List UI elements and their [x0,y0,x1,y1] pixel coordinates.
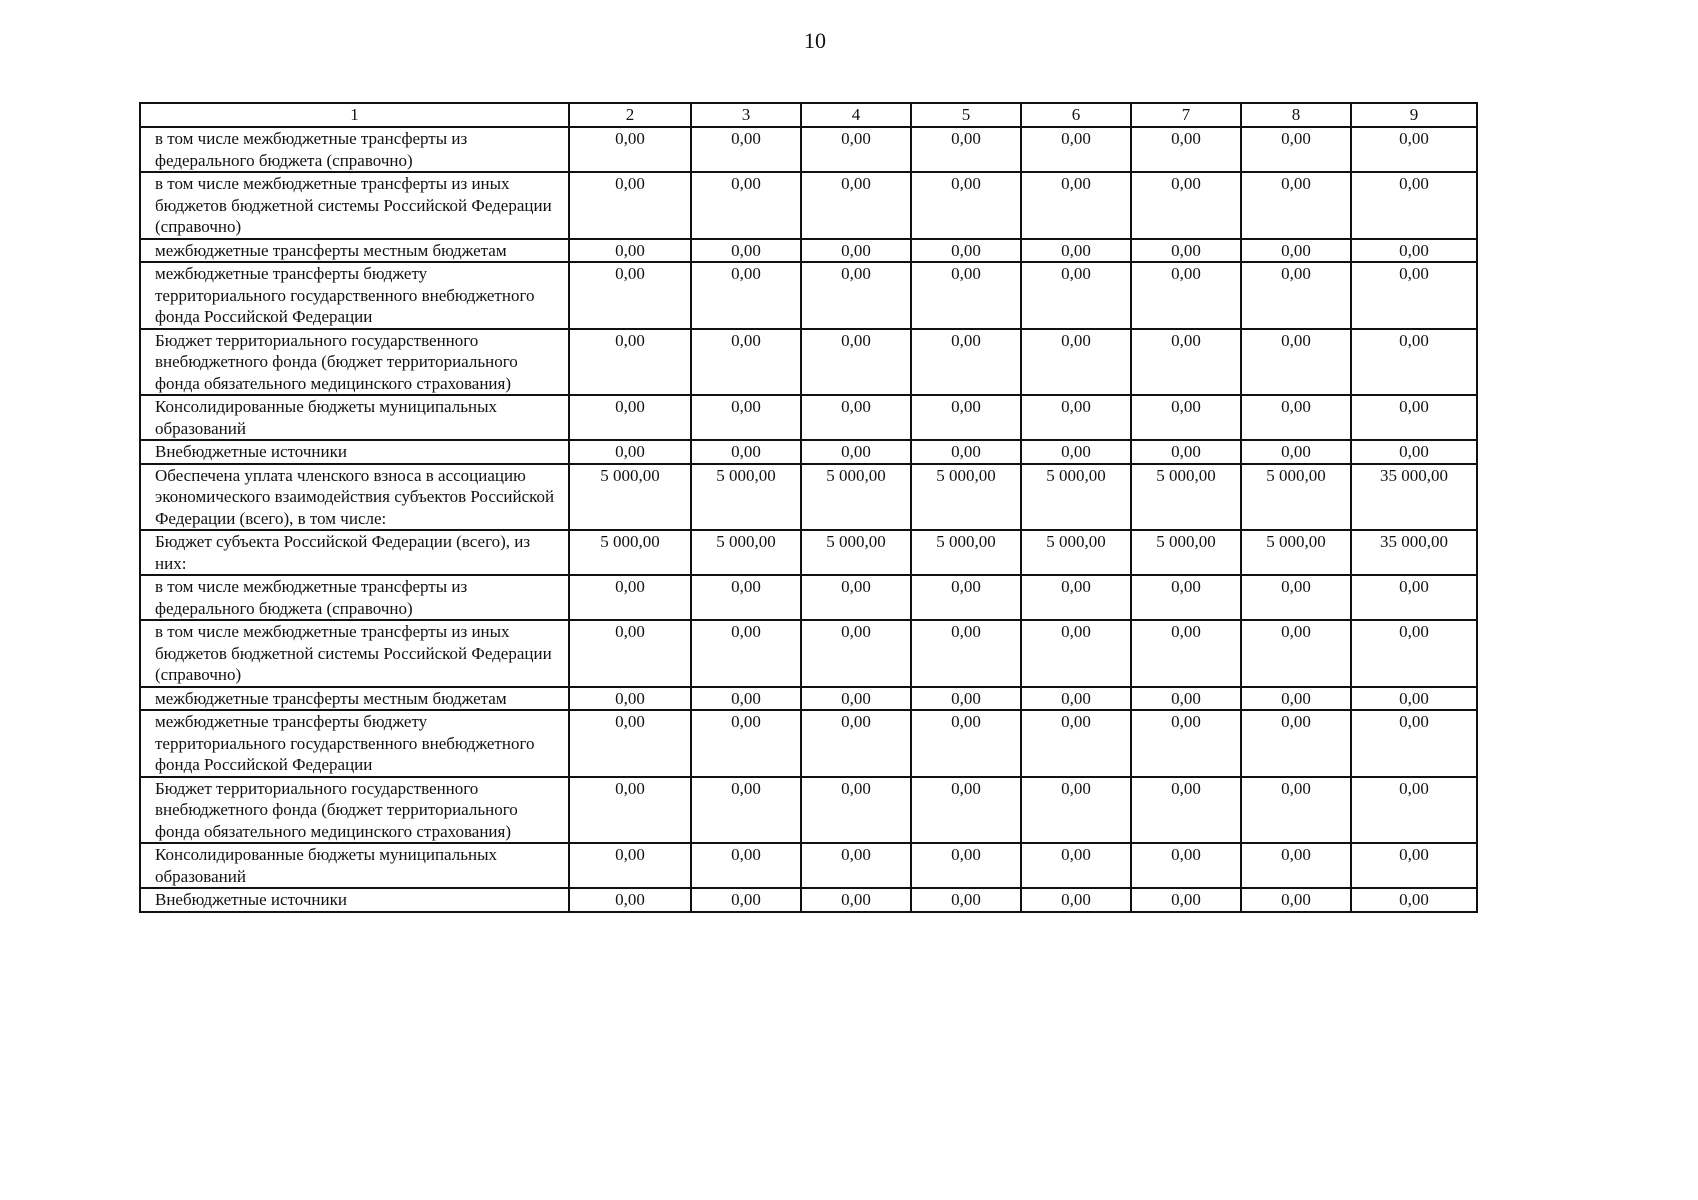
budget-table [139,102,1478,913]
table-row [140,440,1477,464]
row-label: Бюджет субъекта Российской Федерации (всего), из них: [140,530,569,575]
value-cell: 5 000,00 [1241,464,1351,531]
value-cell: 0,00 [569,440,691,464]
value-cell: 0,00 [691,710,801,777]
value-cell: 0,00 [1351,440,1477,464]
value-cell: 5 000,00 [1021,464,1131,531]
value-cell: 0,00 [911,888,1021,912]
value-cell: 0,00 [1241,239,1351,263]
row-label: в том числе межбюджетные трансферты из федерального бюджета (справочно) [140,575,569,620]
value-cell: 0,00 [801,575,911,620]
value-cell: 5 000,00 [1241,530,1351,575]
table-row [140,464,1477,531]
value-cell: 0,00 [691,127,801,172]
value-cell: 0,00 [801,888,911,912]
value-cell: 0,00 [569,329,691,396]
value-cell: 0,00 [569,777,691,844]
table-row [140,710,1477,777]
row-label: межбюджетные трансферты местным бюджетам [140,687,569,711]
value-cell: 0,00 [911,710,1021,777]
value-cell: 0,00 [801,127,911,172]
row-label: межбюджетные трансферты бюджету территориального государственного внебюджетного фонда Российской Федерации [140,262,569,329]
value-cell: 0,00 [569,239,691,263]
row-label: межбюджетные трансферты бюджету территориального государственного внебюджетного фонда Российской Федерации [140,710,569,777]
value-cell: 0,00 [1241,777,1351,844]
value-cell: 5 000,00 [1131,464,1241,531]
value-cell: 0,00 [1021,687,1131,711]
row-label: межбюджетные трансферты местным бюджетам [140,239,569,263]
table-row [140,262,1477,329]
value-cell: 0,00 [691,239,801,263]
table-row [140,329,1477,396]
value-cell: 0,00 [569,172,691,239]
row-label: в том числе межбюджетные трансферты из иных бюджетов бюджетной системы Российской Федерации (справочно) [140,620,569,687]
value-cell: 0,00 [1021,620,1131,687]
row-label: Бюджет территориального государственного внебюджетного фонда (бюджет территориального фонда обязательного медицинского страхования) [140,329,569,396]
value-cell: 0,00 [569,127,691,172]
value-cell: 0,00 [801,172,911,239]
value-cell: 0,00 [911,620,1021,687]
value-cell: 0,00 [691,687,801,711]
value-cell: 5 000,00 [911,530,1021,575]
value-cell: 0,00 [801,620,911,687]
value-cell: 0,00 [801,239,911,263]
column-header: 5 [911,103,1021,127]
value-cell: 0,00 [1241,262,1351,329]
value-cell: 0,00 [1351,843,1477,888]
value-cell: 0,00 [1351,127,1477,172]
value-cell: 0,00 [801,777,911,844]
value-cell: 0,00 [911,172,1021,239]
value-cell: 0,00 [911,395,1021,440]
value-cell: 0,00 [1241,329,1351,396]
value-cell: 0,00 [691,329,801,396]
value-cell: 0,00 [911,777,1021,844]
value-cell: 0,00 [911,687,1021,711]
column-header: 3 [691,103,801,127]
value-cell: 0,00 [1131,127,1241,172]
value-cell: 0,00 [1021,172,1131,239]
value-cell: 0,00 [1351,172,1477,239]
value-cell: 0,00 [691,395,801,440]
row-label: Консолидированные бюджеты муниципальных образований [140,843,569,888]
value-cell: 0,00 [1131,395,1241,440]
value-cell: 0,00 [1351,710,1477,777]
value-cell: 0,00 [1021,440,1131,464]
value-cell: 0,00 [1241,440,1351,464]
column-header: 6 [1021,103,1131,127]
value-cell: 0,00 [1021,262,1131,329]
table-row [140,239,1477,263]
row-label: Внебюджетные источники [140,440,569,464]
column-header: 9 [1351,103,1477,127]
column-header: 4 [801,103,911,127]
value-cell: 0,00 [1351,395,1477,440]
row-label: Консолидированные бюджеты муниципальных образований [140,395,569,440]
table-body [140,103,1477,912]
header-row [140,103,1477,127]
value-cell: 0,00 [691,888,801,912]
value-cell: 0,00 [1241,172,1351,239]
value-cell: 0,00 [1241,710,1351,777]
value-cell: 5 000,00 [911,464,1021,531]
table-row [140,575,1477,620]
table-row [140,530,1477,575]
value-cell: 5 000,00 [691,530,801,575]
value-cell: 0,00 [801,687,911,711]
value-cell: 0,00 [691,620,801,687]
value-cell: 0,00 [691,172,801,239]
value-cell: 0,00 [569,687,691,711]
value-cell: 5 000,00 [691,464,801,531]
value-cell: 0,00 [1131,687,1241,711]
value-cell: 5 000,00 [801,530,911,575]
value-cell: 0,00 [1351,620,1477,687]
value-cell: 0,00 [801,329,911,396]
value-cell: 0,00 [1131,575,1241,620]
value-cell: 0,00 [1021,710,1131,777]
value-cell: 0,00 [911,127,1021,172]
value-cell: 0,00 [1131,777,1241,844]
value-cell: 0,00 [691,440,801,464]
value-cell: 0,00 [1021,239,1131,263]
value-cell: 0,00 [911,575,1021,620]
value-cell: 0,00 [1241,127,1351,172]
row-label: в том числе межбюджетные трансферты из федерального бюджета (справочно) [140,127,569,172]
value-cell: 0,00 [1241,843,1351,888]
value-cell: 0,00 [1131,710,1241,777]
value-cell: 0,00 [1241,888,1351,912]
value-cell: 0,00 [1241,620,1351,687]
value-cell: 0,00 [691,843,801,888]
value-cell: 5 000,00 [1131,530,1241,575]
column-header: 2 [569,103,691,127]
table-row [140,888,1477,912]
value-cell: 0,00 [691,262,801,329]
table-row [140,127,1477,172]
value-cell: 0,00 [911,262,1021,329]
value-cell: 0,00 [801,710,911,777]
value-cell: 0,00 [1131,262,1241,329]
value-cell: 0,00 [569,575,691,620]
value-cell: 0,00 [569,395,691,440]
value-cell: 0,00 [1241,687,1351,711]
value-cell: 0,00 [1131,172,1241,239]
value-cell: 0,00 [569,262,691,329]
value-cell: 35 000,00 [1351,464,1477,531]
value-cell: 0,00 [1021,127,1131,172]
table-row [140,843,1477,888]
value-cell: 0,00 [1021,395,1131,440]
value-cell: 0,00 [1351,888,1477,912]
page-number: 10 [804,28,826,53]
table-row [140,172,1477,239]
column-header: 1 [140,103,569,127]
value-cell: 5 000,00 [801,464,911,531]
value-cell: 0,00 [1241,575,1351,620]
value-cell: 0,00 [801,395,911,440]
value-cell: 0,00 [569,620,691,687]
table-row [140,395,1477,440]
value-cell: 5 000,00 [569,530,691,575]
value-cell: 0,00 [911,239,1021,263]
value-cell: 0,00 [691,777,801,844]
value-cell: 0,00 [1131,888,1241,912]
value-cell: 0,00 [1241,395,1351,440]
value-cell: 35 000,00 [1351,530,1477,575]
table-row [140,777,1477,844]
value-cell: 0,00 [1131,440,1241,464]
value-cell: 0,00 [1021,777,1131,844]
value-cell: 5 000,00 [1021,530,1131,575]
column-header: 7 [1131,103,1241,127]
value-cell: 0,00 [1131,329,1241,396]
value-cell: 0,00 [691,575,801,620]
value-cell: 0,00 [911,329,1021,396]
row-label: Бюджет территориального государственного внебюджетного фонда (бюджет территориального фонда обязательного медицинского страхования) [140,777,569,844]
value-cell: 0,00 [1351,687,1477,711]
row-label: Внебюджетные источники [140,888,569,912]
row-label: в том числе межбюджетные трансферты из иных бюджетов бюджетной системы Российской Федерации (справочно) [140,172,569,239]
value-cell: 5 000,00 [569,464,691,531]
value-cell: 0,00 [1021,888,1131,912]
value-cell: 0,00 [801,262,911,329]
value-cell: 0,00 [1131,239,1241,263]
value-cell: 0,00 [1351,239,1477,263]
table-row [140,687,1477,711]
value-cell: 0,00 [911,440,1021,464]
value-cell: 0,00 [801,843,911,888]
value-cell: 0,00 [1131,620,1241,687]
value-cell: 0,00 [801,440,911,464]
value-cell: 0,00 [1021,575,1131,620]
value-cell: 0,00 [1021,843,1131,888]
value-cell: 0,00 [1351,329,1477,396]
value-cell: 0,00 [1351,777,1477,844]
value-cell: 0,00 [569,843,691,888]
row-label: Обеспечена уплата членского взноса в ассоциацию экономического взаимодействия субъектов Российской Федерации (всего), в том числе: [140,464,569,531]
value-cell: 0,00 [911,843,1021,888]
value-cell: 0,00 [1131,843,1241,888]
value-cell: 0,00 [569,710,691,777]
value-cell: 0,00 [1021,329,1131,396]
value-cell: 0,00 [569,888,691,912]
column-header: 8 [1241,103,1351,127]
value-cell: 0,00 [1351,262,1477,329]
value-cell: 0,00 [1351,575,1477,620]
table-row [140,620,1477,687]
